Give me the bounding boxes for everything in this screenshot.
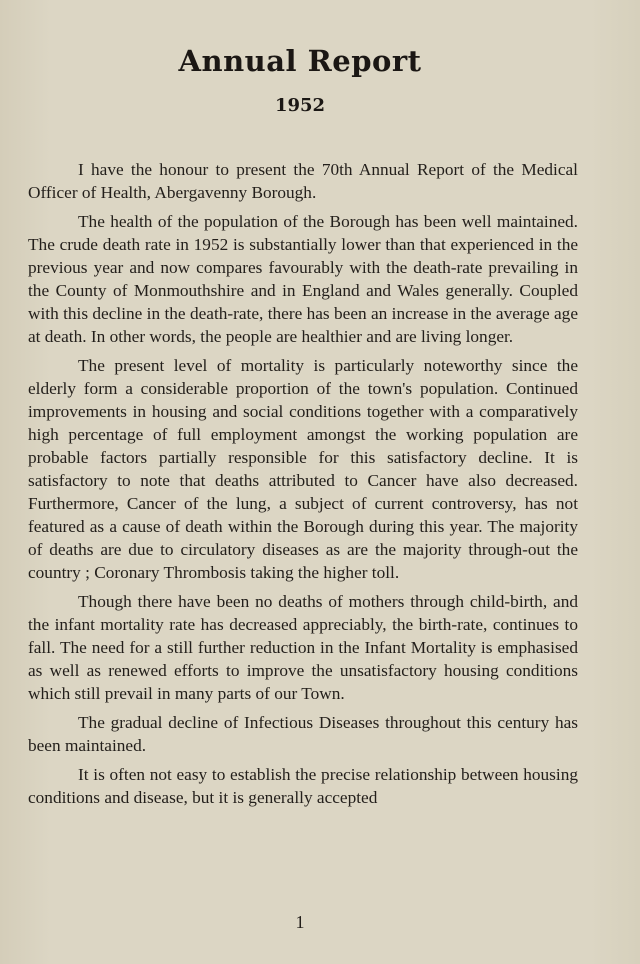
paragraph-infectious-diseases: The gradual decline of Infectious Diseases throughout this century has been maintained. [28,713,578,755]
paragraph-health: The health of the population of the Borough has been well maintained. The crude death rate in 1952 is substantially lower than that experienced in the previous year and now compares favourably with the death-rate prevailing in the County of Monmouthshire and in England and Wales generally. Coupled with this decline in the death-rate, there has been an increase in the average age at death. In other words, the people are healthier and are living longer. [28,212,578,346]
page-title: Annual Report [178,44,422,78]
paragraph-infant-mortality: Though there have been no deaths of mothers through child-birth, and the infant mortality rate has decreased appreciably, the birth-rate, continues to fall. The need for a still further reduction in the Infant Mortality is emphasised as well as renewed efforts to improve the unsatisfactory housing conditions which still prevail in many parts of our Town. [28,592,578,703]
paragraph-housing: It is often not easy to establish the precise relationship between housing conditions and disease, but it is generally accepted [28,765,578,807]
paragraph-mortality: The present level of mortality is particularly noteworthy since the elderly form a considerable proportion of the town's population. Continued improvements in housing and social conditions together with a comparatively high percentage of full employment amongst the working population are probable factors partially responsible for this satisfactory decline. It is satisfactory to note that deaths attributed to Cancer have also decreased. Furthermore, Cancer of the lung, a subject of current controversy, has not featured as a cause of death within the Borough during this year. The majority of deaths are due to circulatory diseases as are the majority through-out the country ; Coronary Thrombosis taking the higher toll. [28,356,578,582]
report-body [28,158,578,815]
paragraph-intro: I have the honour to present the 70th Annual Report of the Medical Officer of Health, Abergavenny Borough. [28,160,578,202]
page-number: 1 [295,912,305,932]
report-year: 1952 [274,95,326,116]
